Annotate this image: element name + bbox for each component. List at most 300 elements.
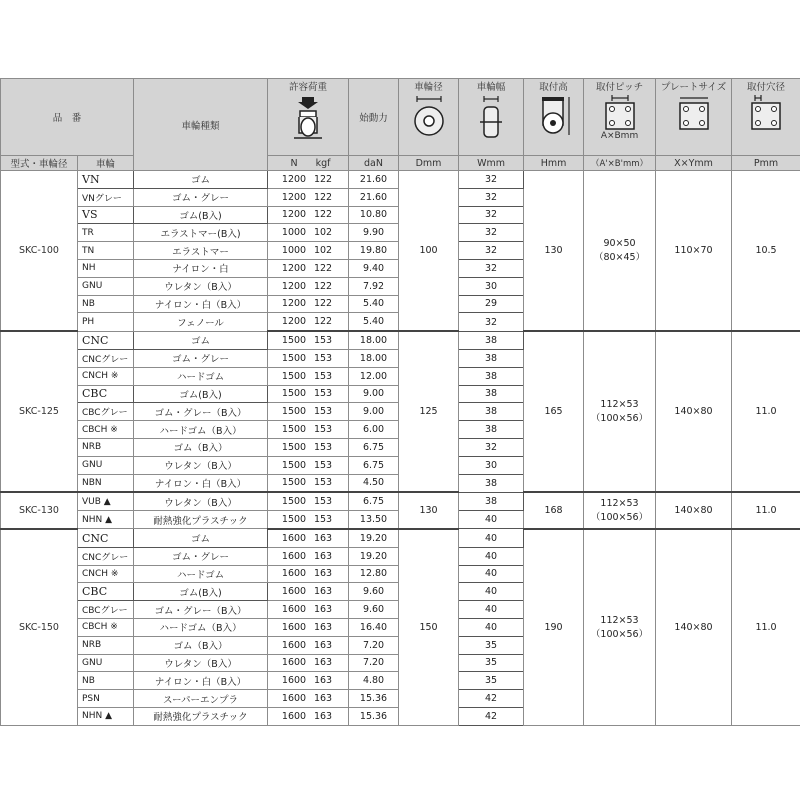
wheel-type-cell: ウレタン（B入） xyxy=(134,492,268,510)
load-n-value: 1500 xyxy=(281,388,307,400)
load-kgf-value: 122 xyxy=(313,280,333,292)
start-force-cell: 19.80 xyxy=(349,242,399,260)
start-force-cell: 9.60 xyxy=(349,583,399,601)
load-cell xyxy=(268,511,349,529)
wheel-type-cell: 耐熱強化プラスチック xyxy=(134,707,268,725)
wheel-width-cell: 29 xyxy=(459,295,524,313)
load-cell xyxy=(268,707,349,725)
load-cell xyxy=(268,277,349,295)
wheel-width-header xyxy=(459,79,524,156)
wheel-type-cell: ゴム・グレー xyxy=(134,188,268,206)
wheel-width-cell: 38 xyxy=(459,403,524,421)
wheel-type-cell: フェノール xyxy=(134,313,268,331)
hole-unit xyxy=(732,156,800,171)
load-n-value: 1500 xyxy=(281,352,307,364)
wheel-code-cell: CBCH ※ xyxy=(78,421,134,439)
wheel-code-cell: CNCH ※ xyxy=(78,367,134,385)
start-force-header xyxy=(349,79,399,156)
wheel-code-cell: NHN ▲ xyxy=(78,511,134,529)
wheel-type-cell: ナイロン・白（B入） xyxy=(134,295,268,313)
wheel-dia-label: 車輪径 xyxy=(414,82,443,93)
wheel-code-cell: CBCH ※ xyxy=(78,618,134,636)
load-n-value: 1500 xyxy=(281,370,307,382)
load-unit-n: N xyxy=(290,157,298,169)
load-cell xyxy=(268,385,349,403)
wheel-width-cell: 30 xyxy=(459,456,524,474)
mount-height-label: 取付高 xyxy=(539,82,568,93)
wheel-code-cell: GNU xyxy=(78,654,134,672)
start-force-cell: 4.80 xyxy=(349,672,399,690)
start-force-cell: 4.50 xyxy=(349,474,399,492)
start-force-cell: 19.20 xyxy=(349,529,399,547)
wheel-type-cell: ナイロン・白 xyxy=(134,259,268,277)
wheel-dia-unit-label: Dmm xyxy=(415,157,442,169)
load-n-value: 1500 xyxy=(281,441,307,453)
load-cell xyxy=(268,331,349,349)
hole-header xyxy=(732,79,800,156)
wheel-type-cell: エラストマー(B入) xyxy=(134,224,268,242)
wheel-type-cell: ゴム xyxy=(134,171,268,189)
load-cell xyxy=(268,636,349,654)
load-n-value: 1200 xyxy=(281,173,307,185)
pitch-label: 取付ピッチ xyxy=(595,82,644,93)
wheel-width-label: 車輪幅 xyxy=(476,82,506,93)
load-label: 許容荷重 xyxy=(289,82,328,93)
wheel-code-cell: PSN xyxy=(78,690,134,708)
pitch-value: 112×53 xyxy=(600,498,639,510)
wheel-width-cell: 38 xyxy=(459,331,524,349)
start-force-cell: 6.75 xyxy=(349,492,399,510)
load-n-value: 1600 xyxy=(281,693,307,704)
wheel-width-cell: 40 xyxy=(459,601,524,619)
wheel-width-cell: 32 xyxy=(459,171,524,189)
load-kgf-value: 153 xyxy=(313,424,333,436)
load-cell xyxy=(268,259,349,277)
load-kgf-value: 153 xyxy=(313,514,333,526)
load-n-value: 1200 xyxy=(281,316,307,328)
start-force-cell: 15.36 xyxy=(349,690,399,708)
wheel-code-cell: TR xyxy=(78,224,134,242)
wheel-type-label: 車輪種類 xyxy=(181,120,220,132)
start-force-cell: 10.80 xyxy=(349,206,399,224)
wheel-code-cell: NRB xyxy=(78,636,134,654)
wheel-code-cell: NB xyxy=(78,672,134,690)
wheel-dia-header xyxy=(399,79,459,156)
wheel-code-cell: NHN ▲ xyxy=(78,707,134,725)
plate-header xyxy=(656,79,732,156)
wheel-type-header xyxy=(134,79,268,171)
load-kgf-value: 102 xyxy=(313,245,333,257)
wheel-code-cell: VNグレー xyxy=(78,188,134,206)
start-force-label: 始動力 xyxy=(359,113,388,124)
pitch-alt-value: （100×56） xyxy=(590,628,649,640)
load-kgf-value: 102 xyxy=(313,227,333,239)
load-cell xyxy=(268,206,349,224)
model-cell: SKC-125 xyxy=(1,331,78,492)
load-kgf-value: 163 xyxy=(313,532,333,544)
load-kgf-value: 163 xyxy=(313,693,333,704)
hole-cell: 11.0 xyxy=(732,331,800,492)
table-row xyxy=(1,331,800,349)
load-cell xyxy=(268,529,349,547)
load-n-value: 1500 xyxy=(281,335,307,347)
wheel-type-cell: ゴム(B入) xyxy=(134,206,268,224)
model-header xyxy=(1,156,78,171)
plate-size-icon xyxy=(674,95,714,135)
pitch-cell xyxy=(584,529,656,725)
load-kgf-value: 122 xyxy=(313,316,333,328)
wheel-width-cell: 38 xyxy=(459,421,524,439)
load-cell xyxy=(268,654,349,672)
wheel-type-cell: ハードゴム（B入） xyxy=(134,618,268,636)
table-row xyxy=(1,529,800,547)
mount-height-cell: 168 xyxy=(524,492,584,529)
wheel-dia-cell: 130 xyxy=(399,492,459,529)
wheel-code-cell: NBN xyxy=(78,474,134,492)
wheel-width-cell: 35 xyxy=(459,654,524,672)
start-force-cell: 5.40 xyxy=(349,313,399,331)
wheel-header xyxy=(78,156,134,171)
load-kgf-value: 122 xyxy=(313,262,333,274)
wheel-width-cell: 40 xyxy=(459,511,524,529)
wheel-code-cell: NH xyxy=(78,259,134,277)
wheel-width-unit xyxy=(459,156,524,171)
wheel-code-cell: CNCH ※ xyxy=(78,565,134,583)
hinban-header xyxy=(1,79,134,156)
load-n-value: 1500 xyxy=(281,424,307,436)
load-n-value: 1600 xyxy=(281,639,307,651)
wheel-type-cell: ゴム・グレー xyxy=(134,349,268,367)
mount-height-icon xyxy=(534,95,574,141)
load-cell xyxy=(268,547,349,565)
start-force-cell: 19.20 xyxy=(349,547,399,565)
load-kgf-value: 153 xyxy=(313,441,333,453)
pitch-header xyxy=(584,79,656,156)
wheel-type-cell: エラストマー xyxy=(134,242,268,260)
model-cell: SKC-100 xyxy=(1,171,78,332)
load-kgf-value: 153 xyxy=(313,370,333,382)
wheel-width-cell: 32 xyxy=(459,242,524,260)
load-cell xyxy=(268,672,349,690)
start-force-cell: 13.50 xyxy=(349,511,399,529)
load-kgf-value: 153 xyxy=(313,335,333,347)
wheel-type-cell: ゴム xyxy=(134,331,268,349)
load-cell xyxy=(268,224,349,242)
wheel-width-cell: 38 xyxy=(459,349,524,367)
plate-cell: 140×80 xyxy=(656,492,732,529)
wheel-width-unit-label: Wmm xyxy=(477,157,505,169)
pitch-value: 90×50 xyxy=(603,238,636,250)
load-kgf-value: 122 xyxy=(313,209,333,221)
wheel-code-cell: CBCグレー xyxy=(78,601,134,619)
load-n-value: 1200 xyxy=(281,280,307,292)
load-cell xyxy=(268,403,349,421)
load-units xyxy=(268,156,349,171)
pitch-alt-value: （100×56） xyxy=(590,512,649,524)
wheel-type-cell: ゴム・グレー（B入） xyxy=(134,403,268,421)
pitch-value: 112×53 xyxy=(600,614,639,626)
mount-height-header xyxy=(524,79,584,156)
load-kgf-value: 122 xyxy=(313,191,333,203)
load-n-value: 1200 xyxy=(281,262,307,274)
load-n-value: 1000 xyxy=(281,227,307,239)
load-n-value: 1200 xyxy=(281,209,307,221)
load-kgf-value: 153 xyxy=(313,477,333,489)
wheel-code-cell: TN xyxy=(78,242,134,260)
pitch-alt-value: （100×56） xyxy=(590,413,649,425)
wheel-type-cell: ナイロン・白（B入） xyxy=(134,474,268,492)
table-row xyxy=(1,171,800,189)
start-force-cell: 16.40 xyxy=(349,618,399,636)
start-force-cell: 7.20 xyxy=(349,654,399,672)
wheel-width-cell: 30 xyxy=(459,277,524,295)
hinban-label: 品 番 xyxy=(52,113,82,124)
spec-body xyxy=(1,171,800,726)
mount-height-cell: 190 xyxy=(524,529,584,725)
pitch-cell xyxy=(584,331,656,492)
wheel-type-cell: ゴム(B入) xyxy=(134,385,268,403)
wheel-width-cell: 32 xyxy=(459,259,524,277)
pitch-sub1: A×Bmm xyxy=(600,131,639,141)
hole-diameter-icon xyxy=(746,95,786,135)
start-force-cell: 9.40 xyxy=(349,259,399,277)
load-n-value: 1600 xyxy=(281,604,307,616)
wheel-dia-cell: 150 xyxy=(399,529,459,725)
start-force-cell: 15.36 xyxy=(349,707,399,725)
pitch-sub2: （A'×B'mm） xyxy=(591,159,649,169)
hole-cell: 11.0 xyxy=(732,529,800,725)
wheel-code-cell: NB xyxy=(78,295,134,313)
wheel-width-cell: 32 xyxy=(459,188,524,206)
hole-cell: 10.5 xyxy=(732,171,800,332)
pitch-cell xyxy=(584,171,656,332)
load-cell xyxy=(268,583,349,601)
wheel-code-cell: PH xyxy=(78,313,134,331)
wheel-type-cell: ハードゴム xyxy=(134,565,268,583)
wheel-width-cell: 38 xyxy=(459,385,524,403)
wheel-code-cell: CNC xyxy=(78,331,134,349)
load-n-value: 1500 xyxy=(281,459,307,471)
load-kgf-value: 163 xyxy=(313,710,333,722)
start-force-cell: 9.00 xyxy=(349,403,399,421)
load-unit-kgf: kgf xyxy=(315,157,331,169)
wheel-width-cell: 40 xyxy=(459,547,524,565)
mount-height-cell: 165 xyxy=(524,331,584,492)
wheel-code-cell: GNU xyxy=(78,456,134,474)
start-force-cell: 12.00 xyxy=(349,367,399,385)
wheel-code-cell: CNC xyxy=(78,529,134,547)
load-n-value: 1500 xyxy=(281,514,307,526)
plate-cell: 140×80 xyxy=(656,331,732,492)
load-kgf-value: 163 xyxy=(313,639,333,651)
wheel-type-cell: ウレタン（B入） xyxy=(134,654,268,672)
wheel-width-cell: 40 xyxy=(459,565,524,583)
pitch-alt-value: （80×45） xyxy=(593,252,646,264)
load-cell xyxy=(268,690,349,708)
load-kgf-value: 163 xyxy=(313,586,333,598)
wheel-diameter-icon xyxy=(411,95,447,141)
wheel-type-cell: ゴム・グレー（B入） xyxy=(134,601,268,619)
start-force-cell: 9.00 xyxy=(349,385,399,403)
load-cell xyxy=(268,421,349,439)
plate-cell: 140×80 xyxy=(656,529,732,725)
start-force-cell: 6.00 xyxy=(349,421,399,439)
hole-label: 取付穴径 xyxy=(747,82,786,93)
plate-unit xyxy=(656,156,732,171)
load-kgf-value: 163 xyxy=(313,621,333,633)
load-cell xyxy=(268,565,349,583)
load-cell xyxy=(268,618,349,636)
load-cell xyxy=(268,313,349,331)
wheel-type-cell: ゴム（B入） xyxy=(134,438,268,456)
wheel-width-cell: 40 xyxy=(459,618,524,636)
load-kgf-value: 153 xyxy=(313,496,333,508)
start-force-cell: 18.00 xyxy=(349,349,399,367)
wheel-width-cell: 42 xyxy=(459,690,524,708)
wheel-code-cell: CBC xyxy=(78,583,134,601)
wheel-dia-cell: 100 xyxy=(399,171,459,332)
load-kgf-value: 163 xyxy=(313,657,333,669)
wheel-width-cell: 40 xyxy=(459,529,524,547)
load-cell xyxy=(268,295,349,313)
pitch-unit xyxy=(584,156,656,171)
model-cell: SKC-150 xyxy=(1,529,78,725)
start-force-unit xyxy=(349,156,399,171)
wheel-type-cell: ウレタン（B入） xyxy=(134,456,268,474)
load-n-value: 1500 xyxy=(281,406,307,418)
wheel-width-cell: 35 xyxy=(459,672,524,690)
load-kgf-value: 163 xyxy=(313,550,333,562)
start-force-cell: 18.00 xyxy=(349,331,399,349)
load-n-value: 1600 xyxy=(281,675,307,687)
load-cell xyxy=(268,171,349,189)
start-force-cell: 9.90 xyxy=(349,224,399,242)
wheel-type-cell: ゴム(B入) xyxy=(134,583,268,601)
load-cell xyxy=(268,456,349,474)
load-kgf-value: 153 xyxy=(313,406,333,418)
wheel-type-cell: ナイロン・白（B入） xyxy=(134,672,268,690)
load-kgf-value: 122 xyxy=(313,298,333,310)
wheel-code-cell: CNCグレー xyxy=(78,349,134,367)
start-force-cell: 7.92 xyxy=(349,277,399,295)
model-cell: SKC-130 xyxy=(1,492,78,529)
load-kgf-value: 153 xyxy=(313,352,333,364)
load-n-value: 1500 xyxy=(281,496,307,508)
wheel-code-cell: CBCグレー xyxy=(78,403,134,421)
load-n-value: 1600 xyxy=(281,710,307,722)
load-n-value: 1600 xyxy=(281,621,307,633)
wheel-code-cell: CNCグレー xyxy=(78,547,134,565)
start-force-cell: 12.80 xyxy=(349,565,399,583)
wheel-width-cell: 38 xyxy=(459,474,524,492)
load-n-value: 1600 xyxy=(281,532,307,544)
mount-pitch-icon xyxy=(600,95,640,131)
hole-cell: 11.0 xyxy=(732,492,800,529)
caster-load-icon xyxy=(291,95,325,141)
wheel-width-cell: 32 xyxy=(459,224,524,242)
wheel-type-cell: ハードゴム（B入） xyxy=(134,421,268,439)
load-cell xyxy=(268,474,349,492)
start-force-cell: 21.60 xyxy=(349,171,399,189)
wheel-code-cell: CBC xyxy=(78,385,134,403)
wheel-width-cell: 38 xyxy=(459,367,524,385)
load-n-value: 1600 xyxy=(281,657,307,669)
load-n-value: 1200 xyxy=(281,191,307,203)
wheel-dia-cell: 125 xyxy=(399,331,459,492)
start-force-cell: 9.60 xyxy=(349,601,399,619)
wheel-type-cell: 耐熱強化プラスチック xyxy=(134,511,268,529)
load-n-value: 1600 xyxy=(281,586,307,598)
start-force-unit-label: daN xyxy=(364,157,383,169)
load-cell xyxy=(268,349,349,367)
load-kgf-value: 153 xyxy=(313,459,333,471)
load-n-value: 1600 xyxy=(281,568,307,580)
wheel-width-cell: 38 xyxy=(459,492,524,510)
plate-label: プレートサイズ xyxy=(660,82,727,93)
wheel-width-cell: 42 xyxy=(459,707,524,725)
wheel-code-cell: VS xyxy=(78,206,134,224)
pitch-cell xyxy=(584,492,656,529)
wheel-code-cell: GNU xyxy=(78,277,134,295)
load-kgf-value: 163 xyxy=(313,568,333,580)
load-kgf-value: 163 xyxy=(313,675,333,687)
load-header xyxy=(268,79,349,156)
load-cell xyxy=(268,242,349,260)
load-cell xyxy=(268,367,349,385)
load-cell xyxy=(268,438,349,456)
wheel-width-cell: 32 xyxy=(459,438,524,456)
start-force-cell: 6.75 xyxy=(349,456,399,474)
load-cell xyxy=(268,601,349,619)
wheel-type-cell: ゴム・グレー xyxy=(134,547,268,565)
start-force-cell: 7.20 xyxy=(349,636,399,654)
start-force-cell: 5.40 xyxy=(349,295,399,313)
load-cell xyxy=(268,188,349,206)
load-kgf-value: 122 xyxy=(313,173,333,185)
wheel-code-cell: NRB xyxy=(78,438,134,456)
plate-cell: 110×70 xyxy=(656,171,732,332)
wheel-type-cell: スーパーエンプラ xyxy=(134,690,268,708)
mount-height-cell: 130 xyxy=(524,171,584,332)
wheel-code-cell: VUB ▲ xyxy=(78,492,134,510)
wheel-width-cell: 32 xyxy=(459,206,524,224)
wheel-width-cell: 40 xyxy=(459,583,524,601)
wheel-type-cell: ゴム xyxy=(134,529,268,547)
pitch-value: 112×53 xyxy=(600,399,639,411)
wheel-code-cell: VN xyxy=(78,171,134,189)
wheel-width-cell: 35 xyxy=(459,636,524,654)
mount-height-unit-label: Hmm xyxy=(540,157,567,169)
caster-spec-table xyxy=(0,78,800,726)
wheel-label: 車輪 xyxy=(96,159,116,170)
load-kgf-value: 163 xyxy=(313,604,333,616)
load-n-value: 1000 xyxy=(281,245,307,257)
wheel-type-cell: ゴム（B入） xyxy=(134,636,268,654)
hole-unit-label: Pmm xyxy=(753,157,779,169)
table-row xyxy=(1,492,800,510)
wheel-type-cell: ハードゴム xyxy=(134,367,268,385)
wheel-dia-unit xyxy=(399,156,459,171)
wheel-width-icon xyxy=(473,95,509,141)
start-force-cell: 21.60 xyxy=(349,188,399,206)
start-force-cell: 6.75 xyxy=(349,438,399,456)
wheel-width-cell: 32 xyxy=(459,313,524,331)
model-label: 型式・車輪径 xyxy=(10,159,68,170)
plate-unit-label: X×Ymm xyxy=(674,157,713,169)
load-n-value: 1600 xyxy=(281,550,307,562)
load-n-value: 1500 xyxy=(281,477,307,489)
load-cell xyxy=(268,492,349,510)
